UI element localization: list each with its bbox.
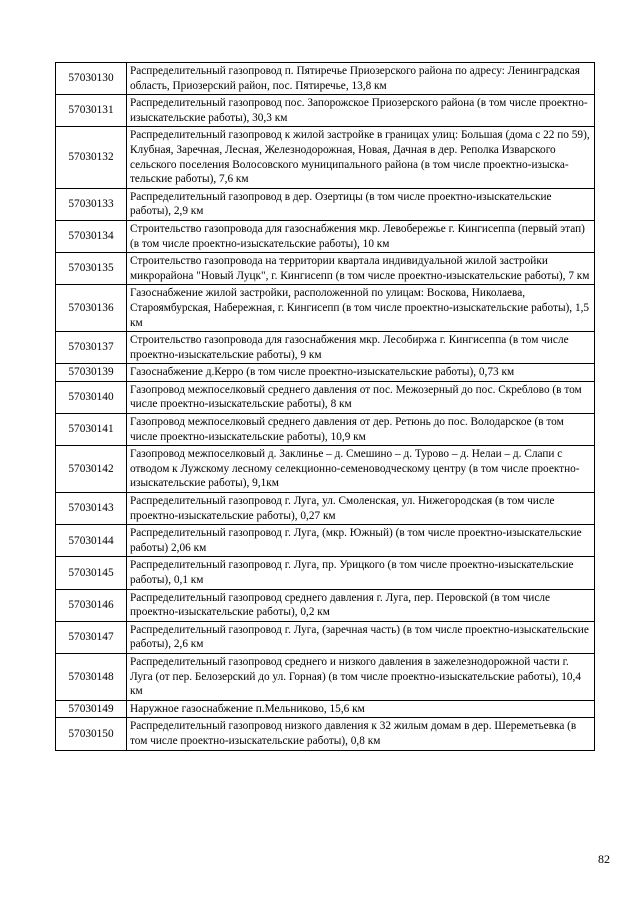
object-code-cell: 57030147: [56, 621, 127, 653]
table-row: [56, 127, 595, 188]
table-row: [56, 364, 595, 382]
table-row: [56, 220, 595, 252]
table-row: [56, 653, 595, 700]
object-description-cell: Распределительный газопровод пос. Запорожское Приозерского района (в том числе проектно-изыскательские работы), 30,3 км: [127, 95, 595, 127]
object-description-cell: Газоснабжение жилой застройки, расположенной по улицам: Воскова, Николаева, Староямбурская, Набережная, г. Кингисепп (в том числе проектно-изыскательские работы), 1,5 км: [127, 285, 595, 332]
table-row: [56, 621, 595, 653]
object-description-cell: Распределительный газопровод г. Луга, (заречная часть) (в том числе проектно-изыскательские работы), 2,6 км: [127, 621, 595, 653]
table-row: [56, 525, 595, 557]
table-row: [56, 253, 595, 285]
table-row: [56, 381, 595, 413]
object-description-cell: Распределительный газопровод низкого давления к 32 жилым домам в дер. Шереметьевка (в том числе проектно-изыскательские работы), 0,8 км: [127, 718, 595, 750]
object-code-cell: 57030144: [56, 525, 127, 557]
object-description-cell: Распределительный газопровод среднего давления г. Луга, пер. Перовской (в том числе проектно-изыскательские работы), 0,2 км: [127, 589, 595, 621]
object-description-cell: Газоснабжение д.Керро (в том числе проектно-изыскательские работы), 0,73 км: [127, 364, 595, 382]
object-description-cell: Распределительный газопровод среднего и низкого давления в зажелезнодорожной части г. Луга (от пер. Белозерский до ул. Горная) (в том числе проектно-изыскательские работы), 10,4 км: [127, 653, 595, 700]
object-description-cell: Распределительный газопровод г. Луга, ул. Смоленская, ул. Нижегородская (в том числе проектно-изыскательские работы), 0,27 км: [127, 493, 595, 525]
object-description-cell: Газопровод межпоселковый д. Заклинье – д. Смешино – д. Турово – д. Нелаи – д. Слапи с отводом к Лужскому лесному селекционно-семеноводческому центру (в том числе проектно-изыскательские работы), 9,1км: [127, 446, 595, 493]
object-code-cell: 57030139: [56, 364, 127, 382]
object-description-cell: Наружное газоснабжение п.Мельниково, 15,6 км: [127, 700, 595, 718]
table-row: [56, 188, 595, 220]
document-table: [55, 62, 595, 751]
object-description-cell: Газопровод межпоселковый среднего давления от дер. Ретюнь до пос. Володарское (в том числе проектно-изыскательские работы), 10,9 км: [127, 414, 595, 446]
object-description-cell: Распределительный газопровод к жилой застройке в границах улиц: Большая (дома с 22 по 59), Клубная, Заречная, Лесная, Железнодорожная, Новая, Дачная в дер. Реполка Изварского сельского поселения Волосовского муниципального района (в том числе проектно-изыска-тельские работы), 7,6 км: [127, 127, 595, 188]
object-code-cell: 57030145: [56, 557, 127, 589]
object-description-cell: Распределительный газопровод п. Пятиречье Приозерского района по адресу: Ленинградская область, Приозерский район, пос. Пятиречье, 13,8 км: [127, 63, 595, 95]
object-description-cell: Строительство газопровода для газоснабжения мкр. Лесобиржа г. Кингисеппа (в том числе проектно-изыскательские работы), 9 км: [127, 332, 595, 364]
object-code-cell: 57030142: [56, 446, 127, 493]
table-row: [56, 718, 595, 750]
object-code-cell: 57030143: [56, 493, 127, 525]
object-code-cell: 57030141: [56, 414, 127, 446]
object-description-cell: Строительство газопровода для газоснабжения мкр. Левобережье г. Кингисеппа (первый этап) (в том числе проектно-изыскательские работы), 10 км: [127, 220, 595, 252]
page-number: 82: [598, 852, 610, 866]
object-code-cell: 57030130: [56, 63, 127, 95]
object-code-cell: 57030136: [56, 285, 127, 332]
object-code-cell: 57030149: [56, 700, 127, 718]
object-code-cell: 57030135: [56, 253, 127, 285]
object-description-cell: Распределительный газопровод в дер. Озертицы (в том числе проектно-изыскательские работы), 2,9 км: [127, 188, 595, 220]
object-code-cell: 57030140: [56, 381, 127, 413]
table-row: [56, 63, 595, 95]
object-description-cell: Газопровод межпоселковый среднего давления от пос. Межозерный до пос. Скреблово (в том числе проектно-изыскательские работы), 8 км: [127, 381, 595, 413]
table-row: [56, 332, 595, 364]
object-code-cell: 57030137: [56, 332, 127, 364]
table-row: [56, 414, 595, 446]
table-row: [56, 95, 595, 127]
object-code-cell: 57030132: [56, 127, 127, 188]
table-row: [56, 446, 595, 493]
table-row: [56, 557, 595, 589]
object-code-cell: 57030131: [56, 95, 127, 127]
table-row: [56, 493, 595, 525]
table-row: [56, 589, 595, 621]
table-body: [56, 63, 595, 751]
object-code-cell: 57030146: [56, 589, 127, 621]
table-row: [56, 700, 595, 718]
object-code-cell: 57030133: [56, 188, 127, 220]
object-description-cell: Строительство газопровода на территории квартала индивидуальной жилой застройки микрорайона "Новый Луцк", г. Кингисепп (в том числе проектно-изыскательские работы), 7 км: [127, 253, 595, 285]
table-row: [56, 285, 595, 332]
object-description-cell: Распределительный газопровод г. Луга, (мкр. Южный) (в том числе проектно-изыскательские работы) 2,06 км: [127, 525, 595, 557]
object-description-cell: Распределительный газопровод г. Луга, пр. Урицкого (в том числе проектно-изыскательские работы), 0,1 км: [127, 557, 595, 589]
object-code-cell: 57030134: [56, 220, 127, 252]
object-code-cell: 57030150: [56, 718, 127, 750]
object-code-cell: 57030148: [56, 653, 127, 700]
